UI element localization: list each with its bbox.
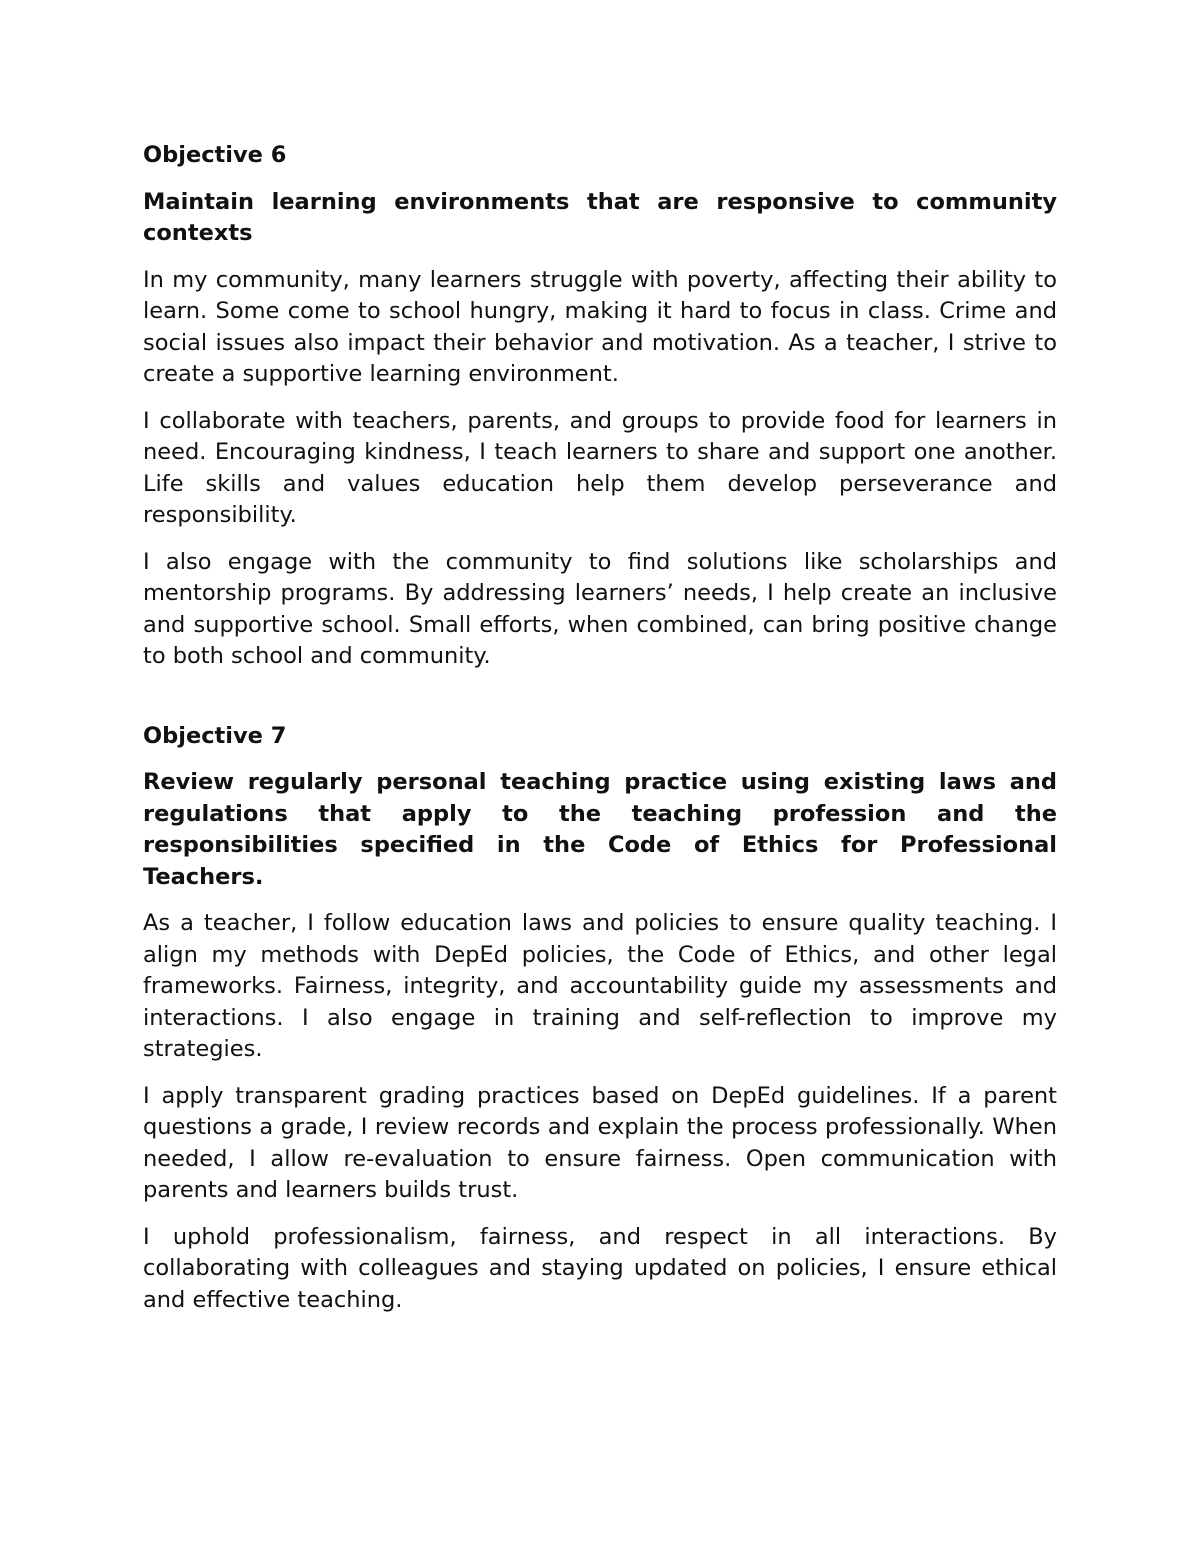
- document-page: [143, 140, 1057, 1331]
- objective-6-subtitle: Maintain learning environments that are responsive to community contexts: [143, 188, 1057, 246]
- objective-6-paragraph-2: I collaborate with teachers, parents, and groups to provide food for learners in need. Encouraging kindness, I teach learners to share and support one another. Life skills and values education help them develop perseverance and responsibility.: [143, 407, 1057, 528]
- objective-7-paragraph-3: I uphold professionalism, fairness, and respect in all interactions. By collaborating with colleagues and staying updated on policies, I ensure ethical and effective teaching.: [143, 1223, 1057, 1313]
- objective-7-paragraph-1: As a teacher, I follow education laws and policies to ensure quality teaching. I align my methods with DepEd policies, the Code of Ethics, and other legal frameworks. Fairness, integrity, and accountability guide my assessments and interactions. I also engage in training and self-reflection to improve my strategies.: [143, 910, 1057, 1062]
- objective-6-section: [143, 140, 1057, 673]
- objective-6-paragraph-3: I also engage with the community to find solutions like scholarships and mentorship programs. By addressing learners’ needs, I help create an inclusive and supportive school. Small efforts, when combined, can bring positive change to both school and community.: [143, 548, 1057, 669]
- objective-7-title: Objective 7: [143, 722, 287, 749]
- objective-6-paragraph-1: In my community, many learners struggle with poverty, affecting their ability to learn. Some come to school hungry, making it hard to focus in class. Crime and social issues also impact their behavior and motivation. As a teacher, I strive to create a supportive learning environment.: [143, 266, 1057, 387]
- objective-7-section: [143, 721, 1057, 1317]
- objective-6-title: Objective 6: [143, 142, 287, 168]
- objective-7-paragraph-2: I apply transparent grading practices based on DepEd guidelines. If a parent questions a grade, I review records and explain the process professionally. When needed, I allow re-evaluation to ensure fairness. Open communication with parents and learners builds trust.: [143, 1082, 1057, 1203]
- objective-7-subtitle: Review regularly personal teaching practice using existing laws and regulations that apply to the teaching profession and the responsibilities specified in the Code of Ethics for Professional Teachers.: [143, 769, 1057, 890]
